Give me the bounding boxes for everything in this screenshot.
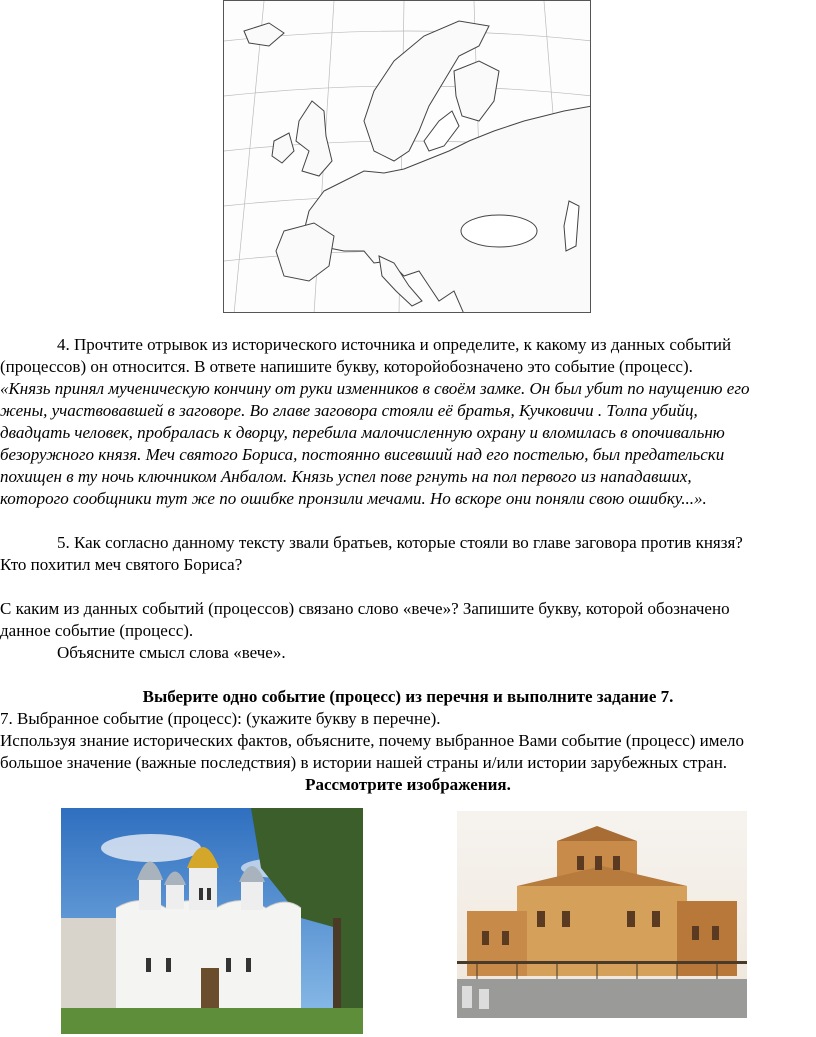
source-quote-line: жены, участвовавшей в заговоре. Во главе заговора стояли её братья, Кучковичи . Толпа убийц,: [0, 401, 698, 420]
cathedral-illustration: [61, 808, 363, 1034]
task7-line3: большое значение (важные последствия) в истории нашей страны и/или истории зарубежных стран.: [0, 753, 728, 772]
task7-line2: Используя знание исторических фактов, объясните, почему выбранное Вами событие (процесс) имело: [0, 731, 745, 750]
source-quote-line: которого сообщники тут же по ошибке пронзили мечами. Но вскоре они поняли свою ошибку...».: [0, 489, 707, 508]
europe-contour-map: [223, 0, 591, 313]
task5-question-line1: 5. Как согласно данному тексту звали братьев, которые стояли во главе заговора против князя?: [57, 533, 743, 552]
task4-prompt-line2: (процессов) он относится. В ответе напишите букву, которойобозначено это событие (процесс).: [0, 357, 693, 376]
map-coastlines: [244, 21, 591, 313]
source-quote-line: безоружного князя. Меч святого Бориса, постоянно висевший над его постелью, был предательски: [0, 445, 725, 464]
basilica-illustration: [457, 811, 747, 1018]
task7-line1: 7. Выбранное событие (процесс): (укажите букву в перечне).: [0, 709, 441, 728]
document-body: [0, 334, 816, 796]
task4-prompt-line1: 4. Прочтите отрывок из исторического источника и определите, к какому из данных событий: [57, 335, 732, 354]
map-graphic: [224, 1, 591, 313]
cathedral-photo: [61, 808, 363, 1034]
task7-heading: Выберите одно событие (процесс) из перечня и выполните задание 7.: [142, 687, 674, 706]
task6-question-line2: данное событие (процесс).: [0, 621, 194, 640]
source-quote-line: двадцать человек, пробралась к дворцу, перебила малочисленную охрану и вломилась в опочивальню: [0, 423, 725, 442]
task5-question-line2: Кто похитил меч святого Бориса?: [0, 555, 243, 574]
task6-question-line3: Объясните смысл слова «вече».: [57, 643, 286, 662]
images-heading: Рассмотрите изображения.: [305, 775, 511, 794]
source-quote-line: «Князь принял мученическую кончину от руки изменников в своём замке. Он был убит по наущению его: [0, 379, 750, 398]
basilica-photo: [457, 811, 747, 1018]
source-quote-line: похищен в ту ночь ключником Анбалом. Князь успел пове ргнуть на пол первого из нападавших,: [0, 467, 692, 486]
task6-question-line1: С каким из данных событий (процессов) связано слово «вече»? Запишите букву, которой обозначено: [0, 599, 730, 618]
